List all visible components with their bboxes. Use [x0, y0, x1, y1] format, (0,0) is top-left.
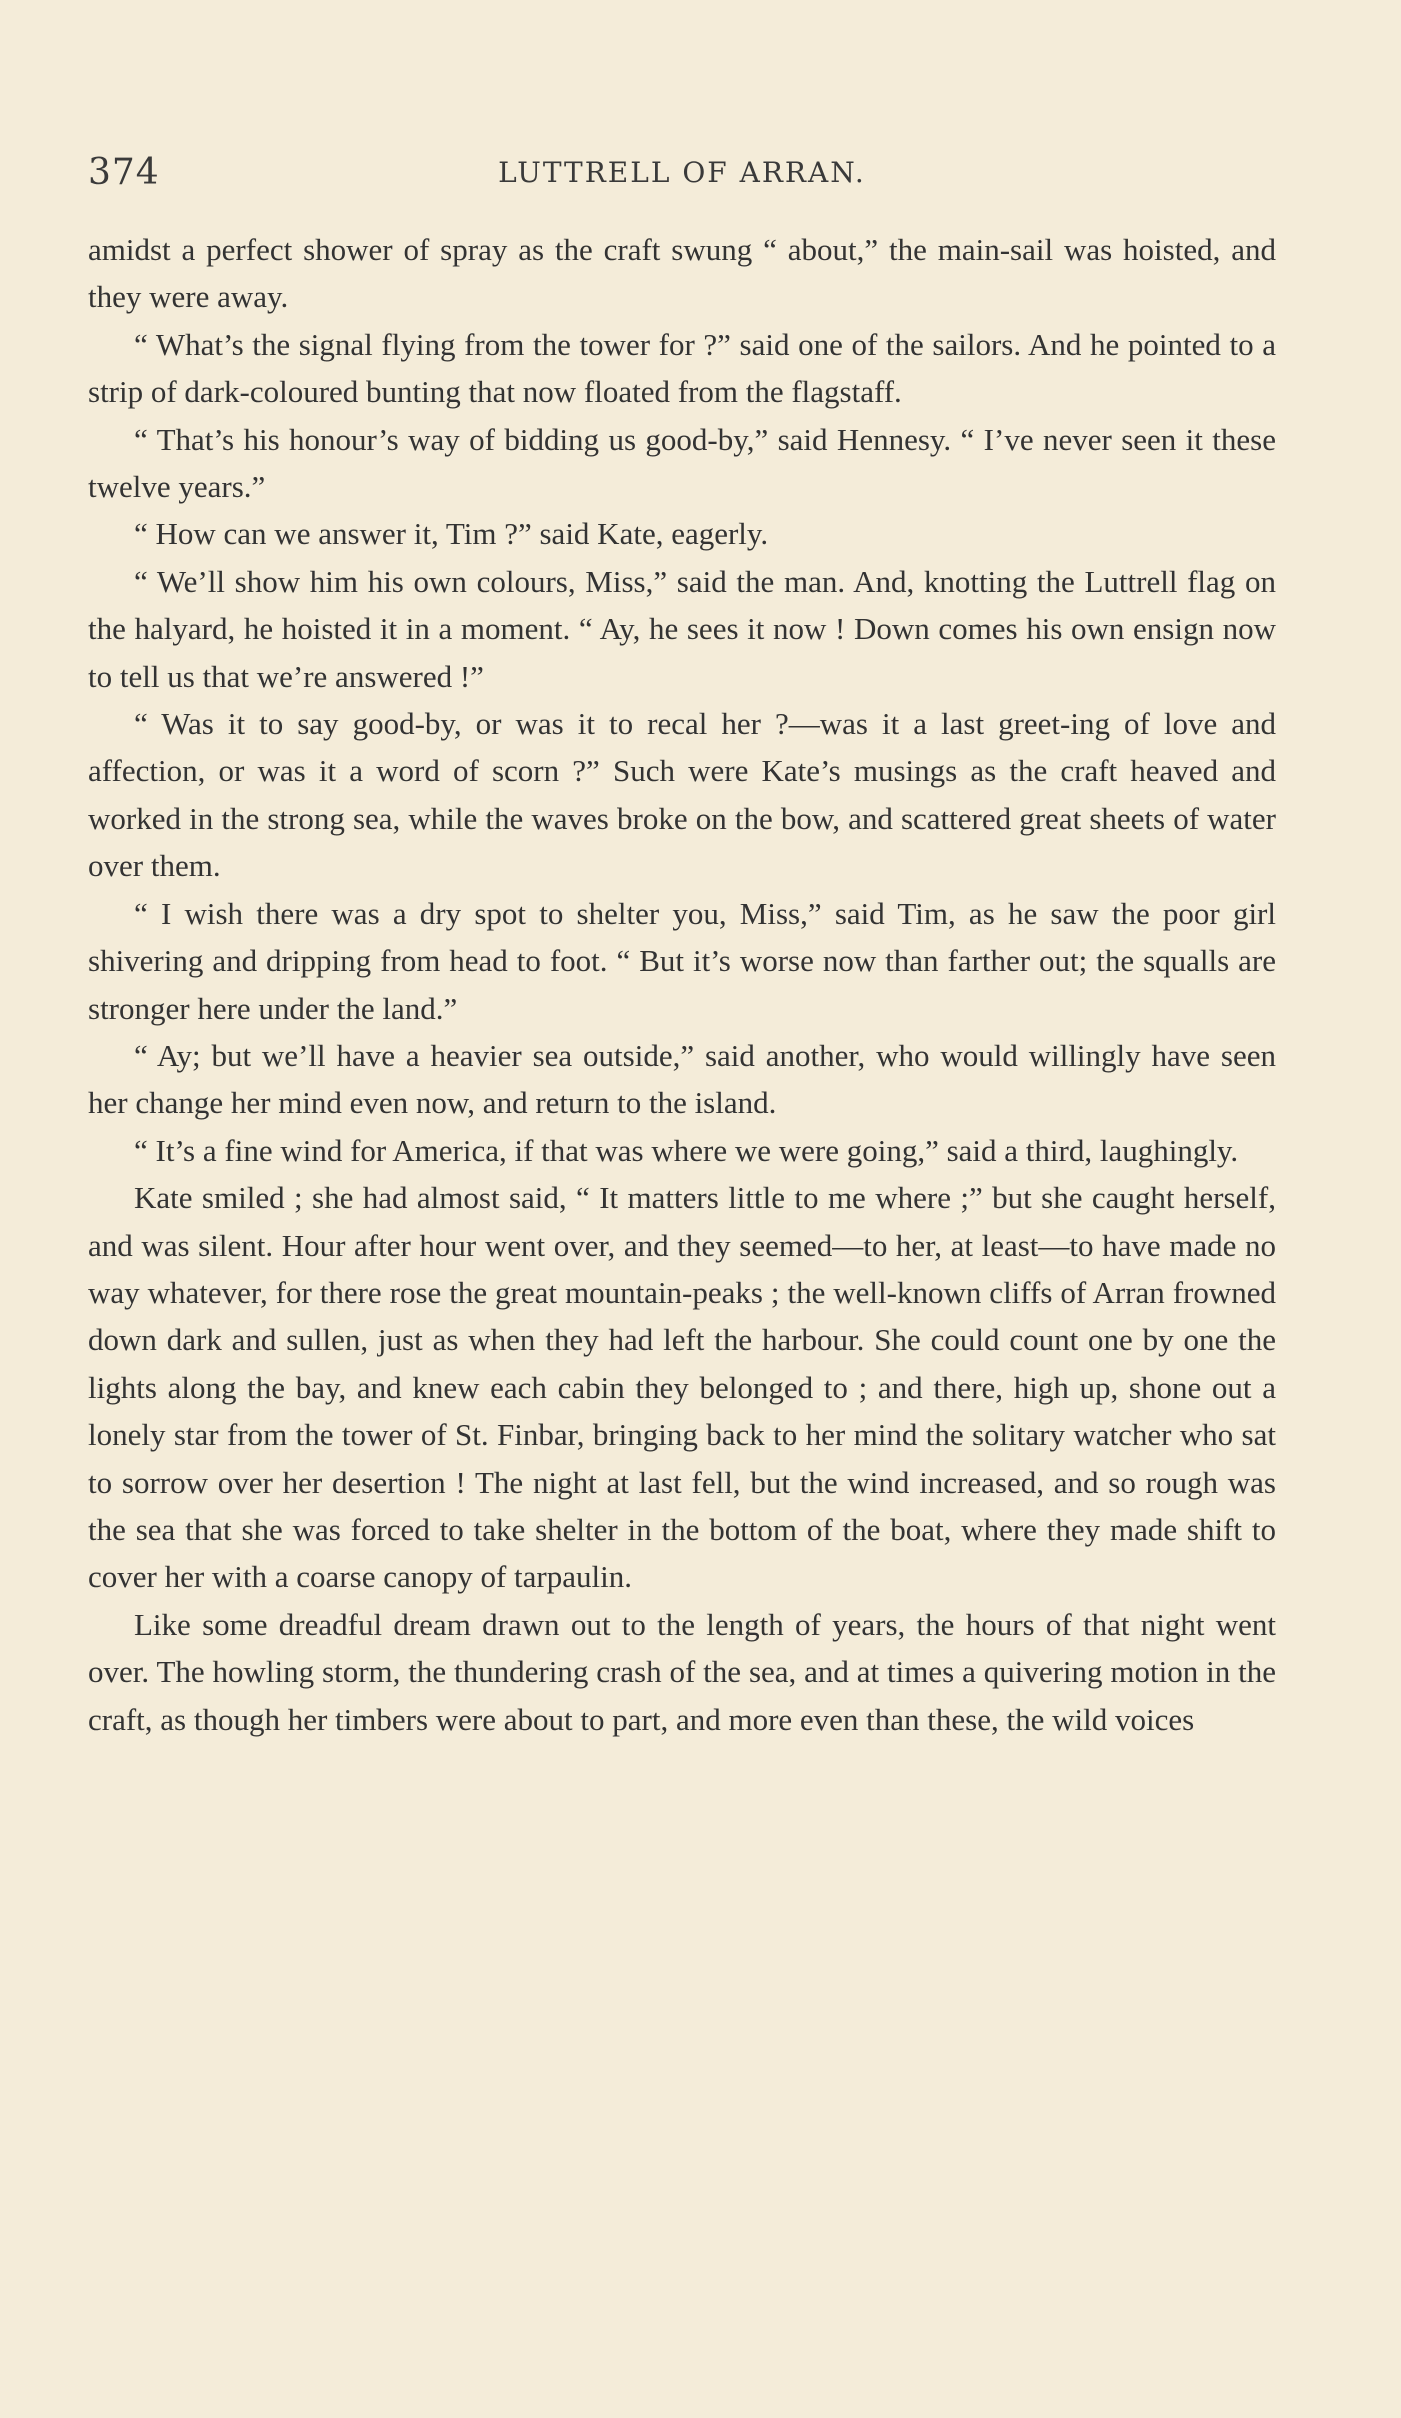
paragraph: “ How can we answer it, Tim ?” said Kate, eagerly.: [134, 516, 769, 552]
paragraph: “ What’s the signal flying from the tower for ?” said one of the sailors. And he pointed to a strip of dark-coloured bunting that now floated from the flagstaff.: [88, 326, 1276, 410]
paragraph: Kate smiled ; she had almost said, “ It matters little to me where ;” but she caught herself, and was silent. Hour after hour went over, and they seemed—to her, at least—to have made no way whatever, for there rose the great mountain-peaks ; the well-known cliffs of Arran frowned down dark and sullen, just as when they had left the harbour. She could count one by one the lights along the bay, and knew each cabin they belonged to ; and there, high up, shone out a lonely star from the tower of St. Finbar, bringing back to her mind the solitary watcher who sat to sorrow over her desertion ! The night at last fell, but the wind increased, and so rough was the sea that she was forced to take shelter in the bottom of the boat, where they made shift to cover her with a coarse canopy of tarpaulin.: [88, 1180, 1276, 1595]
paragraph: “ It’s a fine wind for America, if that was where we were going,” said a third, laughingly.: [134, 1132, 1239, 1168]
paragraph: Like some dreadful dream drawn out to the length of years, the hours of that night went over. The howling storm, the thundering crash of the sea, and at times a quivering motion in the craft, as though her timbers were about to part, and more even than these, the wild voices: [88, 1606, 1276, 1737]
paragraph: amidst a perfect shower of spray as the craft swung “ about,” the main-sail was hoisted, and they were away.: [88, 232, 1276, 315]
page-number: 374: [88, 152, 160, 193]
paragraph: “ That’s his honour’s way of bidding us good-by,” said Hennesy. “ I’ve never seen it these twelve years.”: [88, 421, 1276, 505]
paragraph: “ I wish there was a dry spot to shelter you, Miss,” said Tim, as he saw the poor girl shivering and dripping from head to foot. “ But it’s worse now than farther out; the squalls are stronger here under the land.”: [88, 895, 1276, 1026]
paragraph: “ We’ll show him his own colours, Miss,” said the man. And, knotting the Luttrell flag on the halyard, he hoisted it in a moment. “ Ay, he sees it now ! Down comes his own ensign now to tell us that we’re answered !”: [88, 563, 1276, 694]
running-title: LUTTRELL OF ARRAN.: [498, 156, 866, 189]
body-text: [88, 226, 1276, 1743]
page-header: [88, 152, 1276, 202]
paragraph: “ Ay; but we’ll have a heavier sea outside,” said another, who would willingly have seen her change her mind even now, and return to the island.: [88, 1037, 1276, 1121]
paragraph: “ Was it to say good-by, or was it to recal her ?—was it a last greet-ing of love and affection, or was it a word of scorn ?” Such were Kate’s musings as the craft heaved and worked in the strong sea, while the waves broke on the bow, and scattered great sheets of water over them.: [88, 706, 1276, 884]
